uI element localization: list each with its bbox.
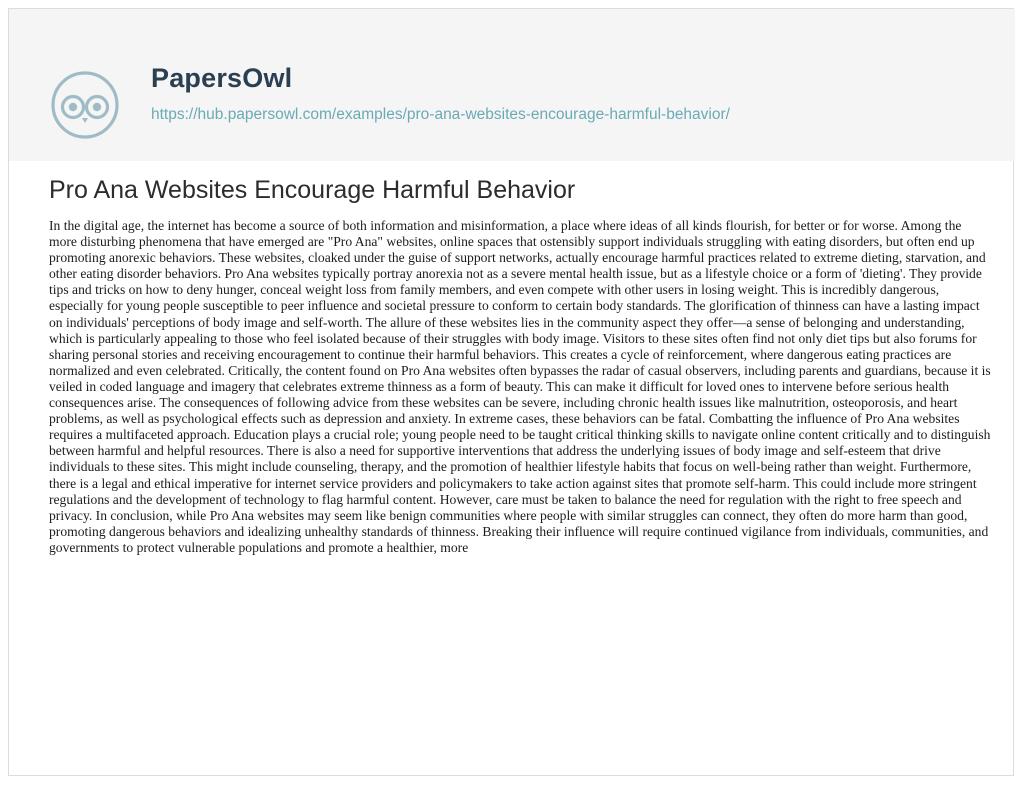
owl-eyes-icon [51,71,119,139]
header-band [9,9,1015,161]
document-page [8,8,1014,776]
article-body: In the digital age, the internet has become a source of both information and misinformation, a place where ideas of all kinds flourish, for better or for worse. Among the more disturbing phenomena that have emerged are "Pro Ana" websites, online spaces that ostensibly support individuals struggling with eating disorders, but often end up promoting anorexic behaviors. These websites, cloaked under the guise of support networks, actually encourage harmful practices related to extreme dieting, starvation, and other eating disorder behaviors. Pro Ana websites typically portray anorexia not as a severe mental health issue, but as a lifestyle choice or a form of 'dieting'. They provide tips and tricks on how to deny hunger, conceal weight loss from family members, and even compete with other users in losing weight. This is incredibly dangerous, especially for young people susceptible to peer influence and societal pressure to conform to certain body standards. The glorification of thinness can have a lasting impact on individuals' perceptions of body image and self-worth. The allure of these websites lies in the community aspect they offer—a sense of belonging and understanding, which is particularly appealing to those who feel isolated because of their struggles with body image. Visitors to these sites often find not only diet tips but also forums for sharing personal stories and receiving encouragement to continue their harmful behaviors. This creates a cycle of reinforcement, where dangerous eating practices are normalized and even celebrated. Critically, the content found on Pro Ana websites often bypasses the radar of casual observers, including parents and guardians, because it is veiled in coded language and imagery that celebrates extreme thinness as a form of beauty. This can make it difficult for loved ones to intervene before serious health consequences arise. The consequences of following advice from these websites can be severe, including chronic health issues like malnutrition, osteoporosis, and heart problems, as well as psychological effects such as depression and anxiety. In extreme cases, these behaviors can be fatal. Combatting the influence of Pro Ana websites requires a multifaceted approach. Education plays a crucial role; young people need to be taught critical thinking skills to navigate online content critically and to distinguish between harmful and helpful resources. There is also a need for supportive interventions that address the underlying issues of body image and self-esteem that drive individuals to these sites. This might include counseling, therapy, and the promotion of healthier lifestyle habits that focus on well-being rather than weight. Furthermore, there is a legal and ethical imperative for internet service providers and policymakers to take action against sites that promote self-harm. This could include more stringent regulations and the development of technology to flag harmful content. However, care must be taken to balance the need for regulation with the right to free speech and privacy. In conclusion, while Pro Ana websites may seem like benign communities where people with similar struggles can connect, they often do more harm than good, promoting dangerous behaviors and idealizing unhealthy standards of thinness. Breaking their influence will require continued vigilance from individuals, communities, and governments to protect vulnerable populations and promote a healthier, more [49,218,991,555]
source-url-link[interactable]: https://hub.papersowl.com/examples/pro-ana-websites-encourage-harmful-behavior/ [151,106,730,123]
page-title: Pro Ana Websites Encourage Harmful Behavior [49,176,576,204]
brand-name: PapersOwl [151,63,293,93]
